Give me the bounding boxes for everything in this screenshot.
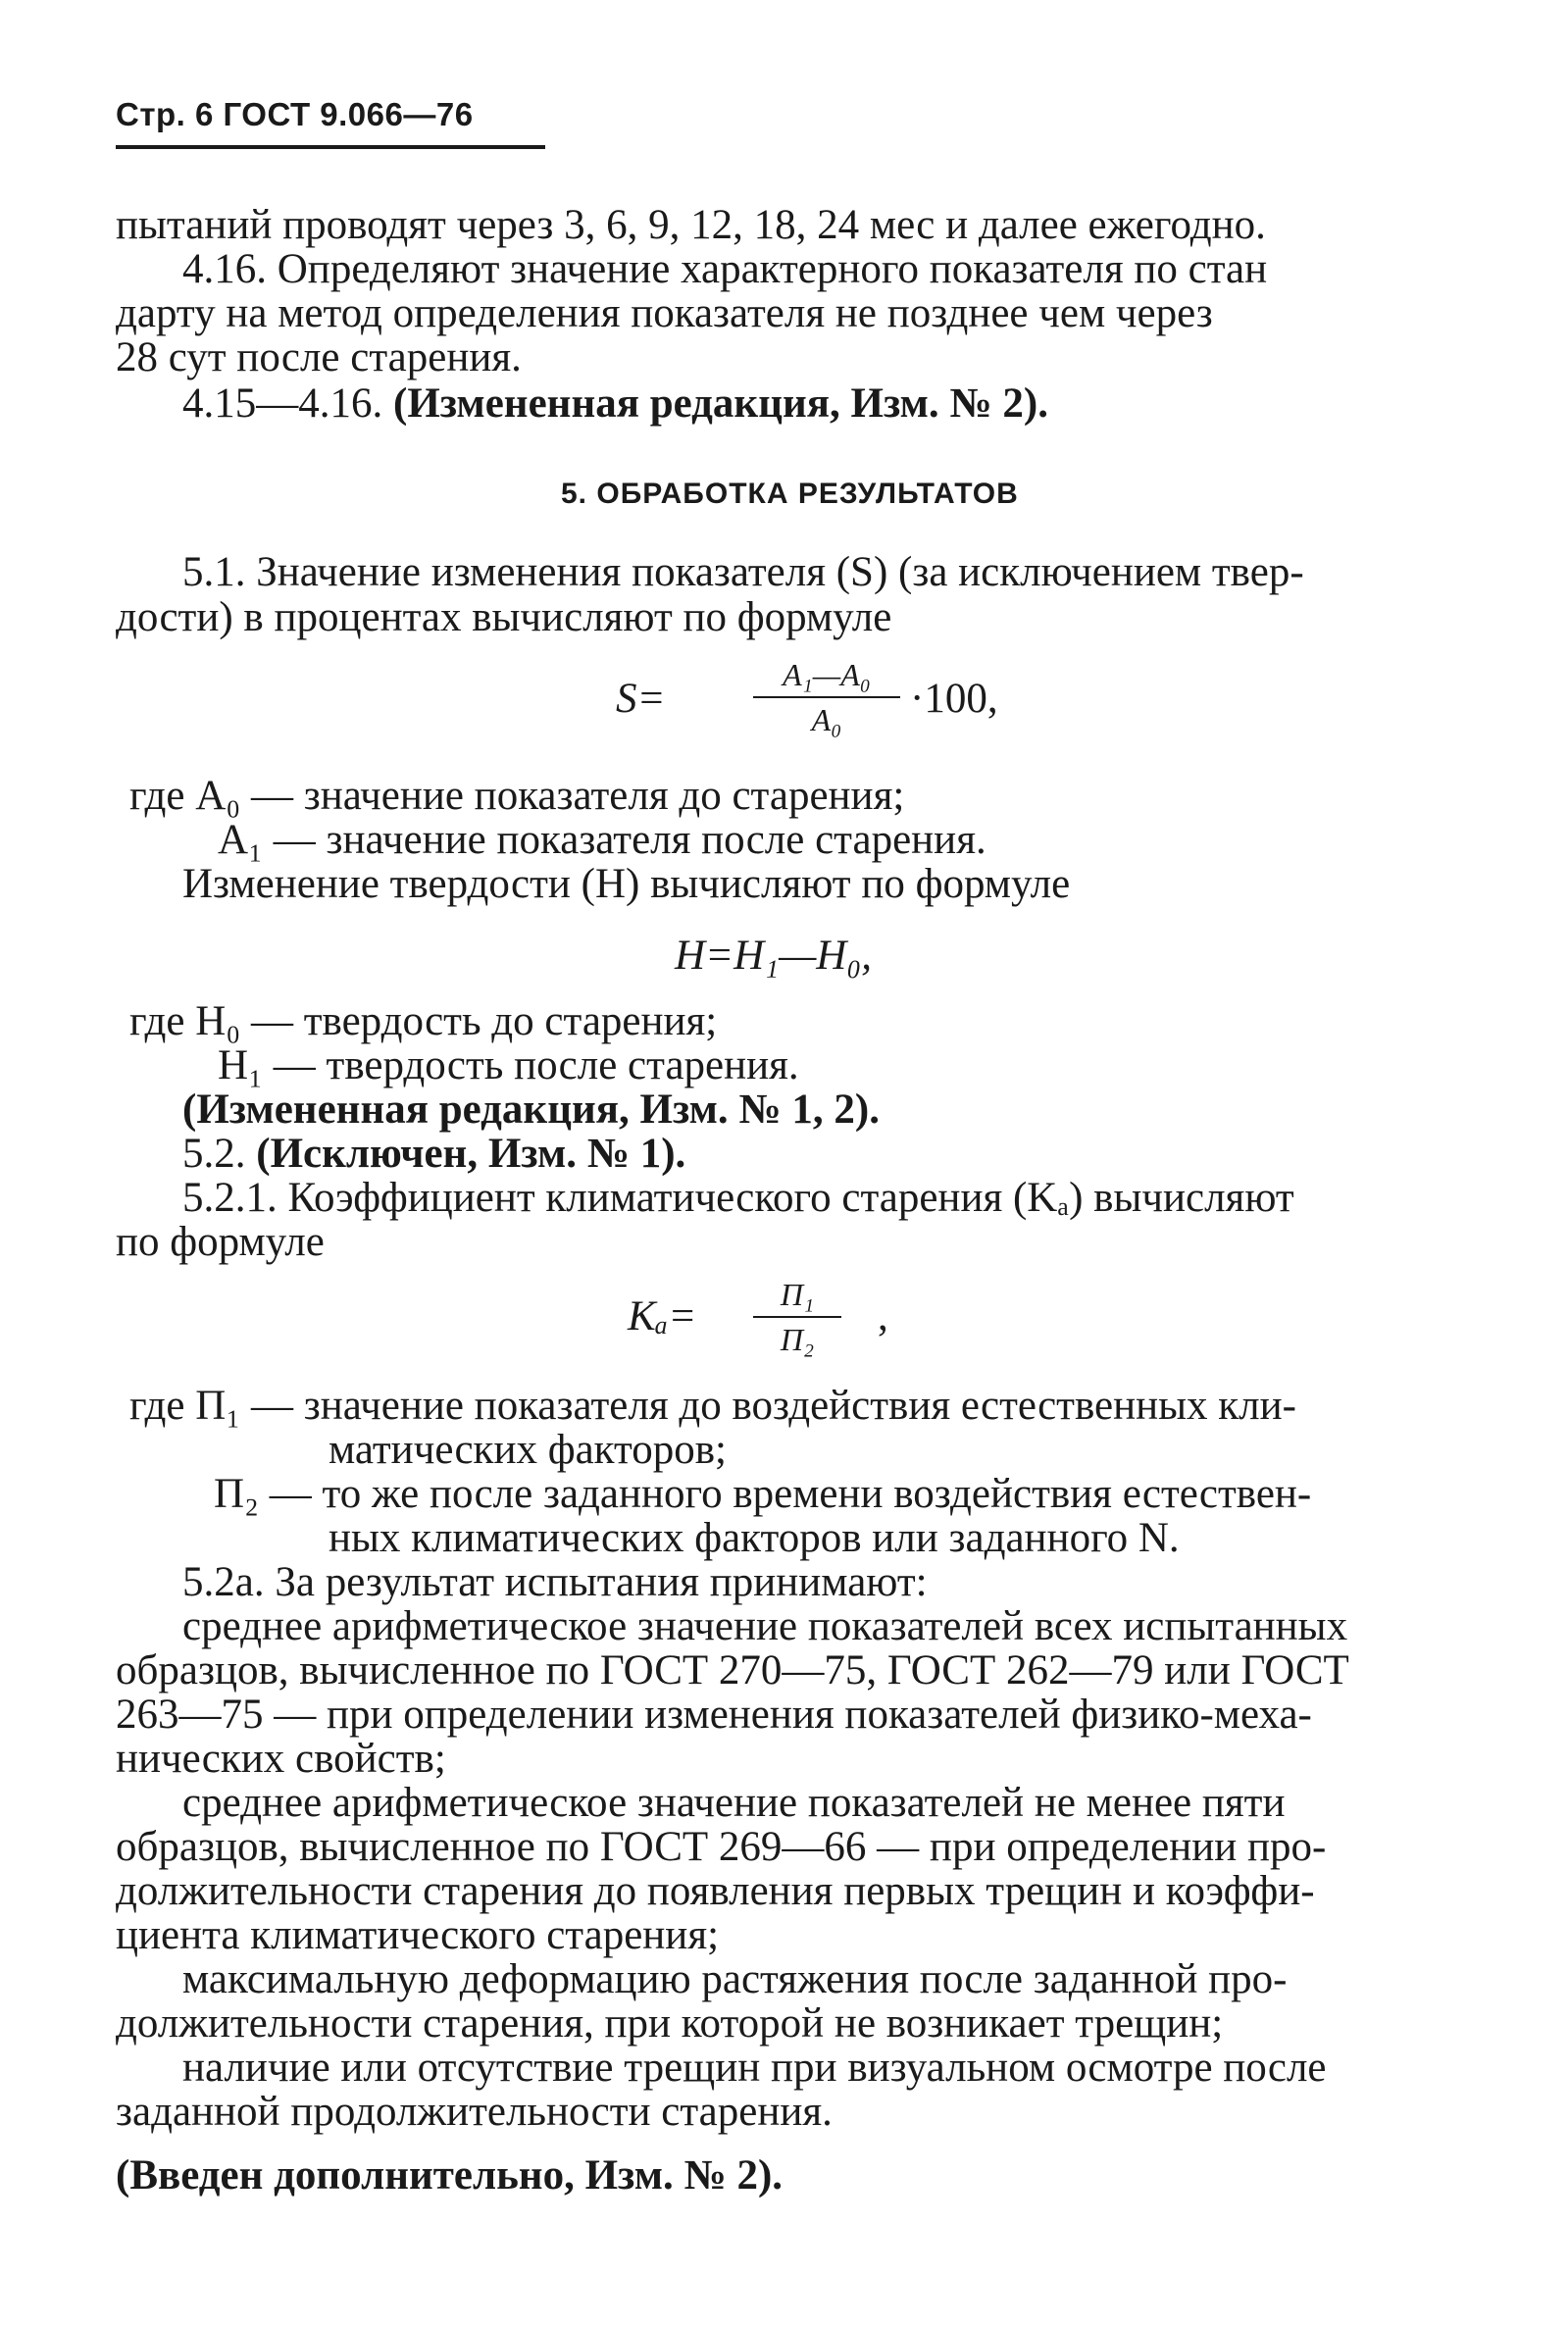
text-line: 5.2а. За результат испытания принимают: [182, 1559, 928, 1605]
formula-s-rhs: ·100, [910, 676, 998, 722]
amendment-note: (Измененная редакция, Изм. № 2). [393, 380, 1048, 427]
formula-k-rhs: , [878, 1293, 888, 1339]
page-header: Стр. 6 ГОСТ 9.066—76 [116, 96, 474, 132]
formula-k-lhs: Kₐ= [628, 1293, 697, 1339]
amendment-line [182, 382, 1048, 425]
formula-h: H=H₁—H₀, [675, 933, 873, 979]
clause-ref: 4.15—4.16. [182, 380, 383, 427]
text-line: где A₀ — значение показателя до старения; [129, 773, 905, 819]
text-line: где П₁ — значение показателя до воздействия естественных кли- [129, 1383, 1296, 1429]
text-line: среднее арифметическое значение показателей не менее пяти [182, 1780, 1286, 1826]
amendment-note: (Введен дополнительно, Изм. № 2). [116, 2152, 784, 2199]
text-line: по формуле [116, 1219, 325, 1265]
text-line: 28 сут после старения. [116, 334, 522, 380]
text-line: матических факторов; [329, 1427, 727, 1473]
text-line: среднее арифметическое значение показателей всех испытанных [182, 1603, 1348, 1649]
amendment-line [182, 1133, 685, 1175]
formula-s-fraction-bar [753, 696, 900, 698]
text-line: циента климатического старения; [116, 1912, 720, 1958]
text-line: нических свойств; [116, 1736, 446, 1782]
formula-k-denominator: П₂ [780, 1322, 815, 1357]
text-line: наличие или отсутствие трещин при визуальном осмотре после [182, 2045, 1327, 2091]
text-line: где H₀ — твердость до старения; [129, 998, 718, 1044]
text-line: должительности старения до появления первых трещин и коэффи- [116, 1868, 1315, 1914]
text-line: H₁ — твердость после старения. [218, 1042, 799, 1088]
text-line: ных климатических факторов или заданного N. [329, 1515, 1180, 1561]
text-line: 263—75 — при определении изменения показателей физико-меха- [116, 1692, 1312, 1738]
text-line: A₁ — значение показателя после старения. [218, 817, 986, 863]
text-line: заданной продолжительности старения. [116, 2089, 833, 2135]
formula-s-denominator: A₀ [811, 702, 842, 737]
text-line: дости) в процентах вычисляют по формуле [116, 594, 892, 640]
text-line: 4.16. Определяют значение характерного показателя по стан [182, 246, 1268, 292]
text-line: образцов, вычисленное по ГОСТ 270—75, ГОСТ 262—79 или ГОСТ [116, 1647, 1349, 1693]
text-line: образцов, вычисленное по ГОСТ 269—66 — при определении про- [116, 1824, 1327, 1870]
text-line: 5.2.1. Коэффициент климатического старения (Kₐ) вычисляют [182, 1175, 1294, 1221]
formula-k-fraction-bar [753, 1316, 841, 1318]
text-line: должительности старения, при которой не возникает трещин; [116, 2000, 1224, 2047]
formula-s-numerator: A₁—A₀ [783, 657, 871, 692]
section-title: 5. ОБРАБОТКА РЕЗУЛЬТАТОВ [561, 478, 1019, 510]
text-line: пытаний проводят через 3, 6, 9, 12, 18, 24 мес и далее ежегодно. [116, 202, 1266, 248]
amendment-note: (Измененная редакция, Изм. № 1, 2). [182, 1087, 880, 1133]
header-rule [116, 145, 545, 149]
text-line: Изменение твердости (H) вычисляют по формуле [182, 861, 1071, 907]
clause-ref: 5.2. [182, 1131, 246, 1177]
text-line: 5.1. Значение изменения показателя (S) (за исключением твер- [182, 549, 1304, 595]
text-line: максимальную деформацию растяжения после заданной про- [182, 1956, 1288, 2002]
formula-k-numerator: П₁ [780, 1277, 815, 1312]
formula-s-lhs: S= [616, 676, 666, 722]
text-line: дарту на метод определения показателя не позднее чем через [116, 290, 1213, 336]
amendment-note: (Исключен, Изм. № 1). [256, 1131, 686, 1177]
text-line: П₂ — то же после заданного времени воздействия естествен- [214, 1471, 1312, 1517]
